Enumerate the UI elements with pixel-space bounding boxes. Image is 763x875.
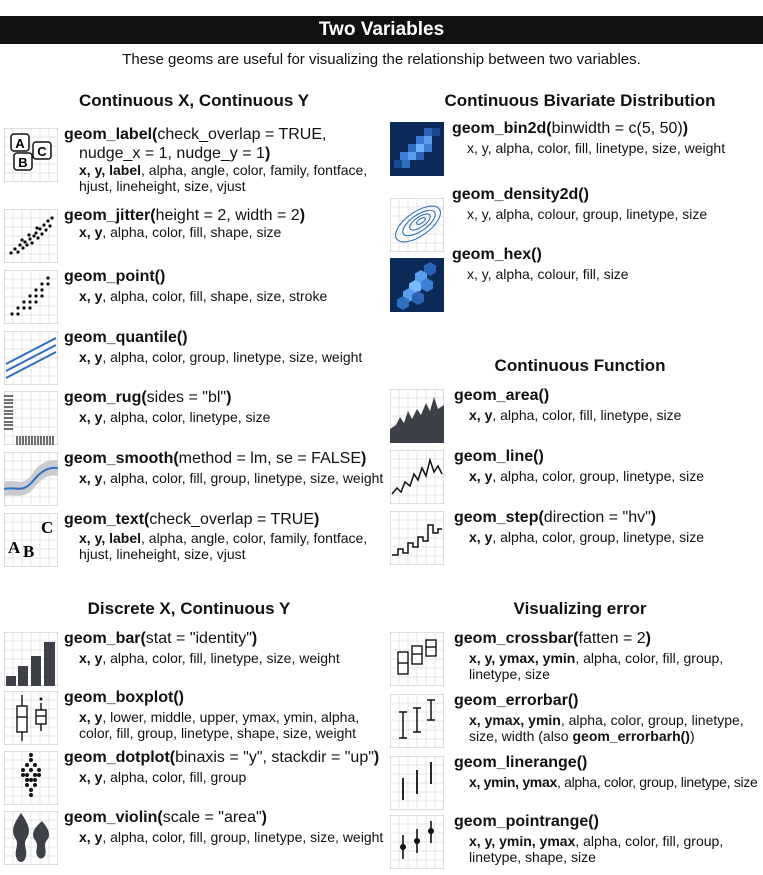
- geom-text-aes-required: x, y, label: [79, 530, 141, 546]
- geom-rug-aes: , alpha, color, linetype, size: [102, 409, 271, 425]
- geom-bin2d-aes: x, y, alpha, color, fill, linetype, size, weight: [467, 140, 726, 156]
- geom-label-aes2: hjust, lineheight, size, vjust: [79, 177, 246, 194]
- geom-errorbarh-ref: geom_errorbarh(): [572, 727, 690, 744]
- geom-point-name: geom_point(): [64, 268, 166, 285]
- linerange-icon: [390, 756, 444, 810]
- geom-bin2d-close: ): [682, 120, 689, 137]
- geom-crossbar-aes-required: x, y, ymax, ymin: [469, 650, 576, 666]
- geom-linerange-aes: , alpha, color, group, linetype, size: [556, 774, 758, 790]
- hex-icon: [390, 258, 444, 312]
- geom-jitter-close: ): [299, 207, 306, 224]
- geom-dotplot-aes-required: x, y: [79, 769, 103, 785]
- section-heading-bivar: Continuous Bivariate Distribution: [444, 91, 716, 110]
- section-heading-cxcy: Continuous X, Continuous Y: [78, 91, 310, 110]
- label-icon: [4, 128, 58, 182]
- quantile-icon: [4, 331, 58, 385]
- label-icon-letter-c: C: [37, 144, 47, 159]
- geom-violin-aes: , alpha, color, fill, group, linetype, size, weight: [102, 829, 384, 845]
- geom-linerange-name: geom_linerange(): [454, 754, 588, 771]
- geom-dotplot-args: binaxis = "y", stackdir = "up": [175, 749, 374, 766]
- geom-smooth-open: (: [173, 450, 179, 467]
- geom-step-close: ): [650, 509, 657, 526]
- geom-violin-close: ): [261, 809, 267, 826]
- geom-hex-name: geom_hex(): [452, 246, 542, 263]
- geom-crossbar-name: geom_crossbar: [454, 630, 574, 647]
- geom-bar-open: (: [140, 630, 146, 647]
- area-icon: [390, 389, 444, 443]
- geom-quantile-name: geom_quantile(): [64, 329, 188, 346]
- geom-crossbar-open: (: [573, 630, 579, 647]
- geom-smooth-aes: , alpha, color, fill, group, linetype, size, weight: [102, 470, 384, 486]
- geom-crossbar-close: ): [645, 630, 651, 647]
- jitter-icon: [4, 209, 58, 263]
- subtitle: These geoms are useful for visualizing the relationship between two variables.: [122, 51, 641, 68]
- geom-violin-name: geom_violin: [64, 809, 158, 826]
- geom-label-args: check_overlap = TRUE,: [157, 126, 327, 143]
- geom-text-aes: , alpha, angle, color, family, fontface,: [141, 530, 368, 546]
- rug-icon: [4, 391, 58, 445]
- bar-icon: [4, 632, 58, 686]
- geom-errorbar-aes-required: x, ymax, ymin: [469, 712, 561, 728]
- crossbar-icon: [390, 632, 444, 686]
- density2d-icon: [390, 198, 444, 252]
- geom-boxplot-aes2: color, fill, group, linetype, shape, size, weight: [79, 724, 357, 741]
- geom-text-args: check_overlap = TRUE: [149, 511, 315, 528]
- text-icon-letter-c: C: [41, 518, 54, 537]
- smooth-icon: [4, 452, 58, 506]
- geom-bin2d-name: geom_bin2d: [452, 120, 547, 137]
- label-icon-letter-a: A: [15, 136, 25, 151]
- bin2d-icon: [390, 122, 444, 176]
- geom-errorbar-name: geom_errorbar(): [454, 692, 579, 709]
- geom-area-name: geom_area(): [454, 387, 550, 404]
- geom-boxplot-aes-required: x, y: [79, 709, 103, 725]
- geom-bin2d-args: binwidth = c(5, 50): [551, 120, 683, 137]
- geom-pointrange-aes2: linetype, shape, size: [469, 848, 596, 865]
- dotplot-icon: [4, 751, 58, 805]
- geom-rug-args: sides = "bl": [146, 389, 227, 406]
- line-icon: [390, 450, 444, 504]
- geom-bar-args: stat = "identity": [145, 630, 252, 647]
- geom-density2d-name: geom_density2d(): [452, 186, 589, 203]
- section-heading-error: Visualizing error: [513, 599, 647, 618]
- geom-step-aes-required: x, y: [469, 529, 493, 545]
- boxplot-icon: [4, 691, 58, 745]
- geom-violin-open: (: [157, 809, 163, 826]
- geom-violin-args: scale = "area": [162, 809, 262, 826]
- pointrange-icon: [390, 815, 444, 869]
- geom-label-aes: , alpha, angle, color, family, fontface,: [141, 162, 368, 178]
- geom-dotplot-name: geom_dotplot: [64, 749, 170, 766]
- geom-smooth-aes-required: x, y: [79, 470, 103, 486]
- geom-crossbar-args: fatten = 2: [578, 630, 646, 647]
- text-icon-letter-b: B: [23, 542, 35, 561]
- geom-jitter-aes-required: x, y: [79, 224, 103, 240]
- geom-text-aes2: hjust, lineheight, size, vjust: [79, 545, 246, 562]
- geom-rug-open: (: [141, 389, 147, 406]
- geom-area-aes-required: x, y: [469, 407, 493, 423]
- geom-rug-aes-required: x, y: [79, 409, 103, 425]
- point-icon: [4, 270, 58, 324]
- geom-pointrange-aes-required: x, y, ymin, ymax: [469, 833, 576, 849]
- geom-quantile-aes: , alpha, color, group, linetype, size, weight: [102, 349, 363, 365]
- geom-crossbar-aes: , alpha, color, fill, group,: [575, 650, 724, 666]
- geom-errorbar-aes2-pre: size, width (also: [469, 727, 573, 744]
- geom-label-close: ): [264, 145, 271, 162]
- geom-bar-close: ): [251, 630, 258, 647]
- geom-step-name: geom_step: [454, 509, 539, 526]
- geom-density2d-aes: x, y, alpha, colour, group, linetype, size: [467, 206, 708, 222]
- geom-point-aes-required: x, y: [79, 288, 103, 304]
- geom-label-name: geom_label: [64, 126, 153, 143]
- geom-jitter-aes: , alpha, color, fill, shape, size: [102, 224, 282, 240]
- geom-label-open: (: [152, 126, 158, 143]
- geom-violin-aes-required: x, y: [79, 829, 103, 845]
- geom-step-open: (: [538, 509, 544, 526]
- geom-line-aes: , alpha, color, group, linetype, size: [492, 468, 705, 484]
- geom-quantile-aes-required: x, y: [79, 349, 103, 365]
- geom-label-args2: nudge_x = 1, nudge_y = 1: [79, 145, 265, 162]
- geom-boxplot-name: geom_boxplot(): [64, 689, 184, 706]
- geom-bar-aes-required: x, y: [79, 650, 103, 666]
- geom-dotplot-open: (: [169, 749, 176, 766]
- text-icon-letter-a: A: [8, 538, 21, 557]
- geom-crossbar-aes2: linetype, size: [469, 665, 550, 682]
- section-heading-dxcy: Discrete X, Continuous Y: [87, 599, 291, 618]
- geom-pointrange-name: geom_pointrange(): [454, 813, 599, 830]
- geom-errorbar-aes: , alpha, color, group, linetype,: [560, 712, 744, 728]
- errorbar-icon: [390, 694, 444, 748]
- geom-step-args: direction = "hv": [543, 509, 651, 526]
- geom-smooth-close: ): [360, 450, 367, 467]
- geom-area-aes: , alpha, color, fill, linetype, size: [492, 407, 682, 423]
- geom-line-name: geom_line(): [454, 448, 544, 465]
- geom-jitter-name: geom_jitter: [64, 207, 151, 224]
- geom-step-aes: , alpha, color, group, linetype, size: [492, 529, 705, 545]
- label-icon-letter-b: B: [18, 155, 28, 170]
- geom-errorbar-aes2-post: ): [689, 727, 695, 744]
- geom-point-aes: , alpha, color, fill, shape, size, stroke: [102, 288, 328, 304]
- geom-linerange-aes-required: x, ymin, ymax: [469, 774, 557, 790]
- geom-line-aes-required: x, y: [469, 468, 493, 484]
- section-banner: Two Variables: [0, 16, 763, 44]
- geom-smooth-args: method = lm, se = FALSE: [178, 450, 361, 467]
- geom-smooth-name: geom_smooth: [64, 450, 174, 467]
- geom-text-close: ): [314, 511, 320, 528]
- geom-pointrange-aes: , alpha, color, fill, group,: [575, 833, 724, 849]
- geom-text-open: (: [144, 511, 150, 528]
- geom-bin2d-open: (: [546, 120, 552, 137]
- geom-rug-name: geom_rug: [64, 389, 142, 406]
- step-icon: [390, 511, 444, 565]
- section-heading-func: Continuous Function: [494, 356, 666, 375]
- text-icon: [4, 513, 58, 567]
- geom-jitter-args: height = 2, width = 2: [155, 207, 300, 224]
- geom-rug-close: ): [226, 389, 232, 406]
- geom-bar-aes: , alpha, color, fill, linetype, size, weight: [102, 650, 340, 666]
- geom-hex-aes: x, y, alpha, colour, fill, size: [467, 266, 629, 282]
- geom-dotplot-close: ): [373, 749, 380, 766]
- violin-icon: [4, 811, 58, 865]
- geom-dotplot-aes: , alpha, color, fill, group: [102, 769, 247, 785]
- geom-jitter-open: (: [150, 207, 156, 224]
- geom-bar-name: geom_bar: [64, 630, 141, 647]
- geom-label-aes-required: x, y, label: [79, 162, 141, 178]
- geom-text-name: geom_text: [64, 511, 145, 528]
- geom-boxplot-aes: , lower, middle, upper, ymax, ymin, alpha,: [102, 709, 360, 725]
